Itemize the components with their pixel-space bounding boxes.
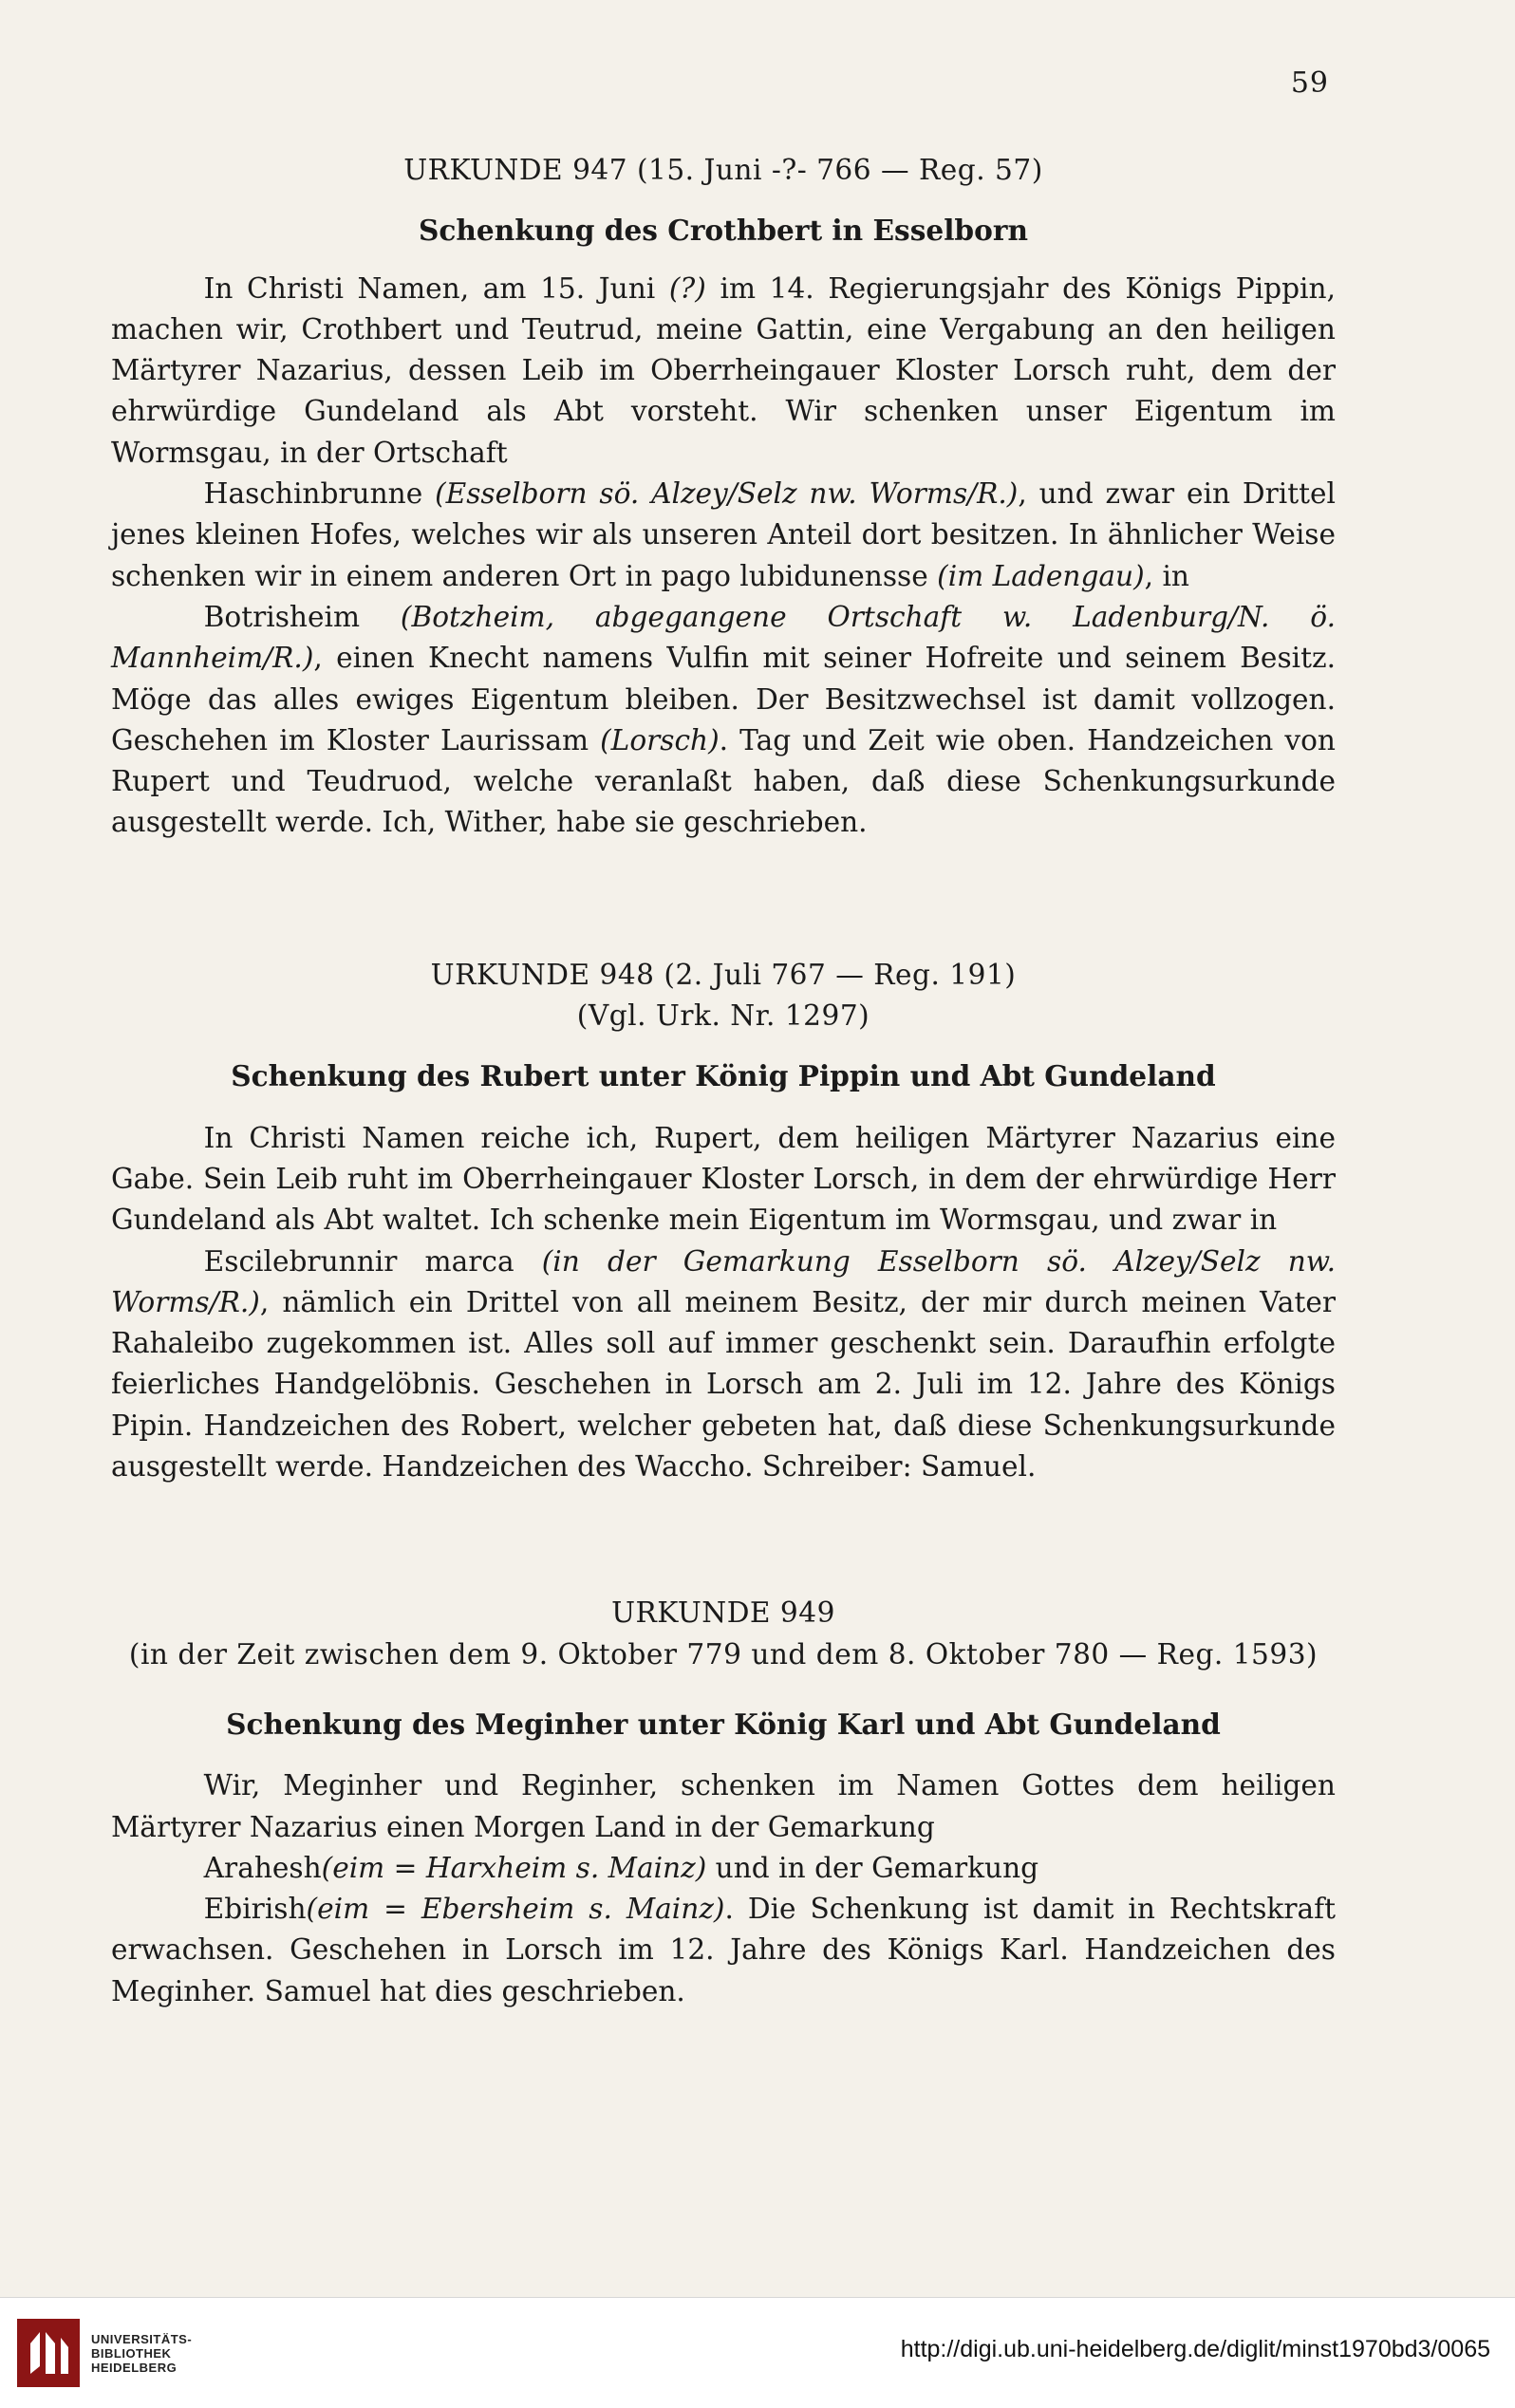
footer-bar — [0, 2297, 1515, 2408]
paragraph: Arahesh(eim = Harxheim s. Mainz) und in der Gemarkung — [203, 1851, 1039, 1884]
library-name: UNIVERSITÄTS- BIBLIOTHEK HEIDELBERG — [91, 2332, 193, 2375]
paragraph: Ebirish(eim = Ebersheim s. Mainz). Die Schenkung ist damit in Rechtskraft erwachsen. Geschehen in Lorsch im 12. Jahre des Königs Karl. Handzeichen des Meginher. Samuel hat dies geschrieben. — [111, 1893, 1336, 2007]
paragraph: Wir, Meginher und Reginher, schenken im Namen Gottes dem heiligen Märtyrer Nazarius einen Morgen Land in der Gemarkung — [111, 1769, 1336, 1843]
section-subtitle: Schenkung des Rubert unter König Pippin und Abt Gundeland — [231, 1059, 1216, 1093]
paragraph: Escilebrunnir marca (in der Gemarkung Esselborn sö. Alzey/Selz nw. Worms/R.), nämlich ein Drittel von all meinem Besitz, der mir durch meinen Vater Rahaleibo zugekommen ist. Alles soll auf immer geschenkt sein. Daraufhin erfolgte feierliches Handgelöbnis. Geschehen in Lorsch am 2. Juli im 12. Jahre des Königs Pipin. Handzeichen des Robert, welcher gebeten hat, daß diese Schenkungsurkunde ausgestellt werde. Handzeichen des Waccho. Schreiber: Samuel. — [111, 1244, 1336, 1484]
section-subtitle: Schenkung des Crothbert in Esselborn — [419, 214, 1028, 248]
paragraph: In Christi Namen reiche ich, Rupert, dem heiligen Märtyrer Nazarius eine Gabe. Sein Leib ruht im Oberrheingauer Kloster Lorsch, in dem der ehrwürdige Herr Gundeland als Abt waltet. Ich schenke mein Eigentum im Wormsgau, und zwar in — [111, 1121, 1336, 1237]
section-subtitle: Schenkung des Meginher unter König Karl und Abt Gundeland — [226, 1707, 1221, 1741]
library-logo-icon — [17, 2319, 80, 2387]
document-section-947 — [111, 150, 1336, 844]
section-title: URKUNDE 948 (2. Juli 767 — Reg. 191) — [430, 958, 1017, 991]
document-section-948 — [111, 955, 1336, 1488]
page-content — [111, 150, 1336, 2012]
paragraph: Haschinbrunne (Esselborn sö. Alzey/Selz nw. Worms/R.), und zwar ein Drittel jenes kleinen Hofes, welches wir als unseren Anteil dort besitzen. In ähnlicher Weise schenken wir in einem anderen Ort in pago lubidunensse (im Ladengau), in — [111, 477, 1336, 592]
paragraph: Botrisheim (Botzheim, abgegangene Ortschaft w. Ladenburg/N. ö. Mannheim/R.), einen Knecht namens Vulfin mit seiner Hofreite und seinem Besitz. Möge das alles ewiges Eigentum bleiben. Der Besitzwechsel ist damit vollzogen. Geschehen im Kloster Laurissam (Lorsch). Tag und Zeit wie oben. Handzeichen von Rupert und Teudruod, welche veranlaßt haben, daß diese Schenkungsurkunde ausgestellt werde. Ich, Wither, habe sie geschrieben. — [111, 600, 1337, 839]
section-reference: (Vgl. Urk. Nr. 1297) — [576, 999, 870, 1033]
section-title: URKUNDE 947 (15. Juni -?- 766 — Reg. 57) — [403, 154, 1043, 186]
section-reference: (in der Zeit zwischen dem 9. Oktober 779 und dem 8. Oktober 780 — Reg. 1593) — [128, 1637, 1319, 1671]
document-section-949 — [111, 1593, 1336, 2012]
section-title: URKUNDE 949 — [611, 1596, 835, 1630]
source-url-link[interactable]: http://digi.ub.uni-heidelberg.de/diglit/minst1970bd3/0065 — [900, 2336, 1490, 2362]
paragraph: In Christi Namen, am 15. Juni (?) im 14. Regierungsjahr des Königs Pippin, machen wir, Crothbert und Teutrud, meine Gattin, eine Vergabung an den heiligen Märtyrer Nazarius, dessen Leib im Oberrheingauer Kloster Lorsch ruht, dem der ehrwürdige Gundeland als Abt vorsteht. Wir schenken unser Eigentum im Wormsgau, in der Ortschaft — [111, 271, 1336, 469]
page-number: 59 — [1290, 66, 1329, 100]
